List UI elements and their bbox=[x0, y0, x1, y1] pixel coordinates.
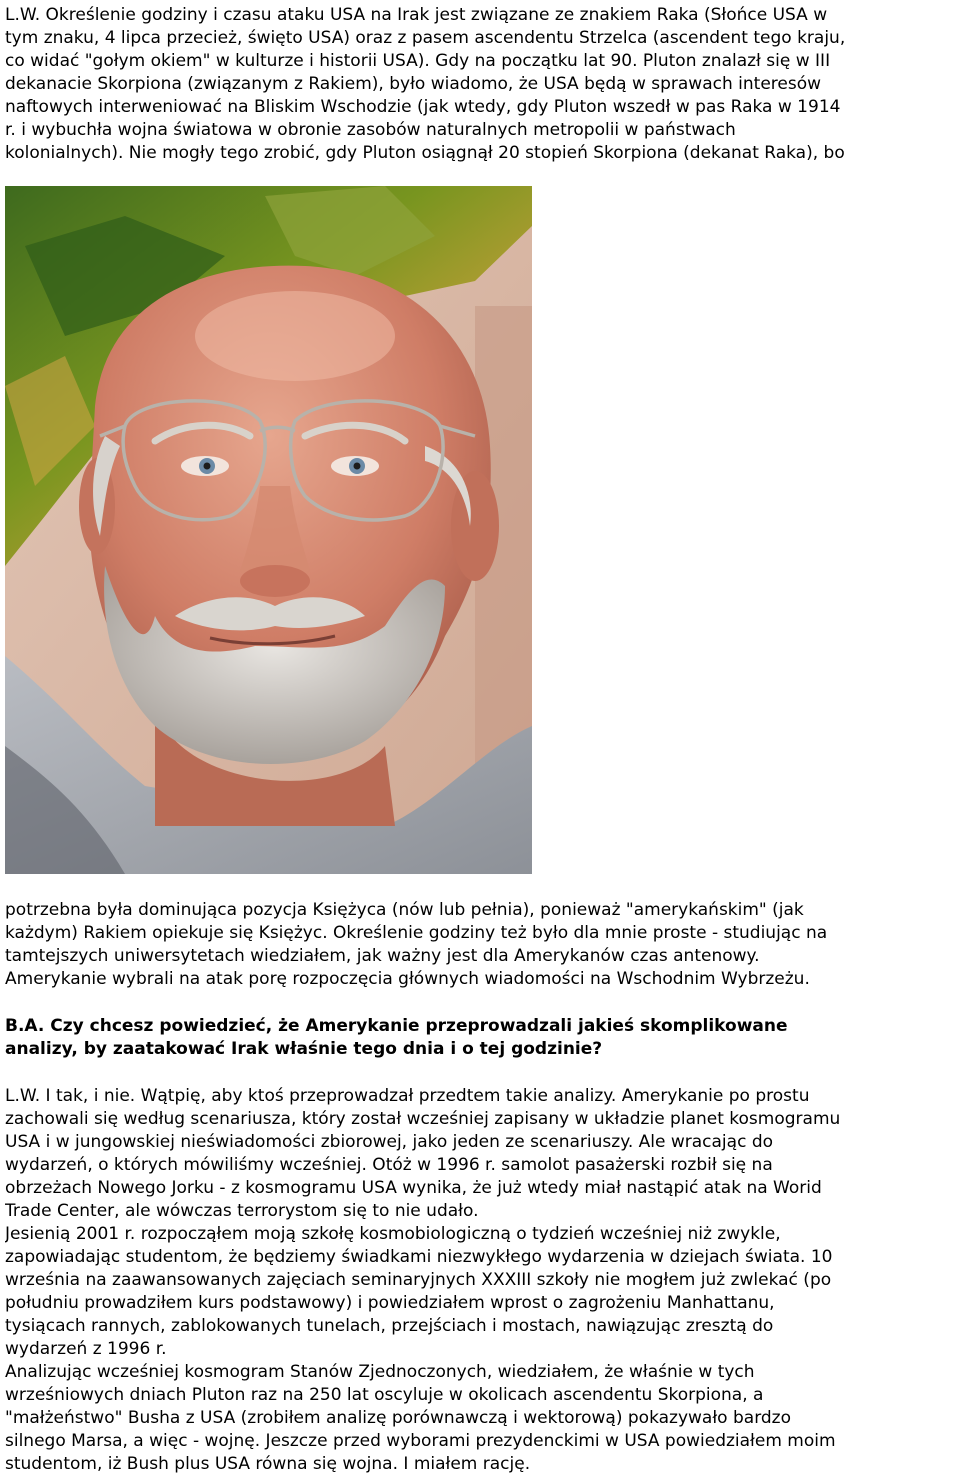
text-line: Analizując wcześniej kosmogram Stanów Zjednoczonych, wiedziałem, że właśnie w tych bbox=[5, 1362, 755, 1382]
text-line: września na zaawansowanych zajęciach seminaryjnych XXXIII szkoły nie mogłem już zwlekać (po bbox=[5, 1270, 832, 1290]
text-line: południu prowadziłem kurs podstawowy) i powiedziałem wprost o zagrożeniu Manhattanu, bbox=[5, 1293, 775, 1313]
text-line: "małżeństwo" Busha z USA (zrobiłem analizę porównawczą i wektorową) pokazywało bardzo bbox=[5, 1408, 792, 1428]
text-line: tym znaku, 4 lipca przecież, święto USA) oraz z pasem ascendentu Strzelca (ascendent tego kraju, bbox=[5, 28, 846, 48]
answer-paragraph bbox=[5, 1085, 955, 1476]
text-line: studentom, iż Bush plus USA równa się wojna. I miałem rację. bbox=[5, 1454, 531, 1474]
text-line: L.W. Określenie godziny i czasu ataku USA na Irak jest związane ze znakiem Raka (Słońce USA w bbox=[5, 5, 828, 25]
text-line: kolonialnych). Nie mogły tego zrobić, gdy Pluton osiągnął 20 stopień Skorpiona (dekanat Raka), bo bbox=[5, 143, 845, 163]
text-line: silnego Marsa, a więc - wojnę. Jeszcze przed wyborami prezydenckimi w USA powiedziałem moim bbox=[5, 1431, 836, 1451]
text-line: wydarzeń, o których mówiliśmy wcześniej. Otóż w 1996 r. samolot pasażerski rozbił się na bbox=[5, 1155, 773, 1175]
text-line: potrzebna była dominująca pozycja Księżyca (nów lub pełnia), ponieważ "amerykańskim" (jak bbox=[5, 900, 804, 920]
portrait-illustration bbox=[5, 186, 532, 874]
text-line: L.W. I tak, i nie. Wątpię, aby ktoś przeprowadzał przedtem takie analizy. Amerykanie po prostu bbox=[5, 1086, 810, 1106]
text-line: dekanacie Skorpiona (związanym z Rakiem), było wiadomo, że USA będą w sprawach interesów bbox=[5, 74, 822, 94]
text-line: zapowiadając studentom, że będziemy świadkami niezwykłego wydarzenia w dziejach świata. 10 bbox=[5, 1247, 833, 1267]
text-line: analizy, by zaatakować Irak właśnie tego dnia i o tej godzinie? bbox=[5, 1039, 603, 1059]
text-line: USA i w jungowskiej nieświadomości zbiorowej, jako jeden ze scenariuszy. Ale wracając do bbox=[5, 1132, 774, 1152]
text-line: każdym) Rakiem opiekuje się Księżyc. Określenie godziny też było dla mnie proste - studiując na bbox=[5, 923, 828, 943]
interviewer-question bbox=[5, 1015, 955, 1061]
intro-paragraph bbox=[5, 4, 955, 165]
text-line: Trade Center, ale wówczas terrorystom się to nie udało. bbox=[5, 1201, 479, 1221]
text-line: zachowali się według scenariusza, który został wcześniej zapisany w układzie planet kosmogramu bbox=[5, 1109, 841, 1129]
text-line: wrześniowych dniach Pluton raz na 250 lat oscyluje w okolicach ascendentu Skorpiona, a bbox=[5, 1385, 764, 1405]
text-line: Jesienią 2001 r. rozpocząłem moją szkołę kosmobiologiczną o tydzień wcześniej niż zwykle, bbox=[5, 1224, 781, 1244]
text-line: naftowych interweniować na Bliskim Wschodzie (jak wtedy, gdy Pluton wszedł w pas Raka w 1914 bbox=[5, 97, 841, 117]
text-line: Amerykanie wybrali na atak porę rozpoczęcia głównych wiadomości na Wschodnim Wybrzeżu. bbox=[5, 969, 810, 989]
portrait-photo bbox=[5, 186, 532, 874]
text-line: wydarzeń z 1996 r. bbox=[5, 1339, 167, 1359]
text-line: tysiącach rannych, zablokowanych tunelach, przejściach i mostach, nawiązując zresztą do bbox=[5, 1316, 774, 1336]
text-line: tamtejszych uniwersytetach wiedziałem, jak ważny jest dla Amerykanów czas antenowy. bbox=[5, 946, 760, 966]
continuation-paragraph bbox=[5, 899, 955, 991]
text-line: co widać "gołym okiem" w kulturze i historii USA). Gdy na początku lat 90. Pluton znalazł się w III bbox=[5, 51, 831, 71]
text-line: obrzeżach Nowego Jorku - z kosmogramu USA wynika, że już wtedy miał nastąpić atak na Worid bbox=[5, 1178, 822, 1198]
text-line: B.A. Czy chcesz powiedzieć, że Amerykanie przeprowadzali jakieś skomplikowane bbox=[5, 1016, 788, 1036]
text-line: r. i wybuchła wojna światowa w obronie zasobów naturalnych metropolii w państwach bbox=[5, 120, 736, 140]
